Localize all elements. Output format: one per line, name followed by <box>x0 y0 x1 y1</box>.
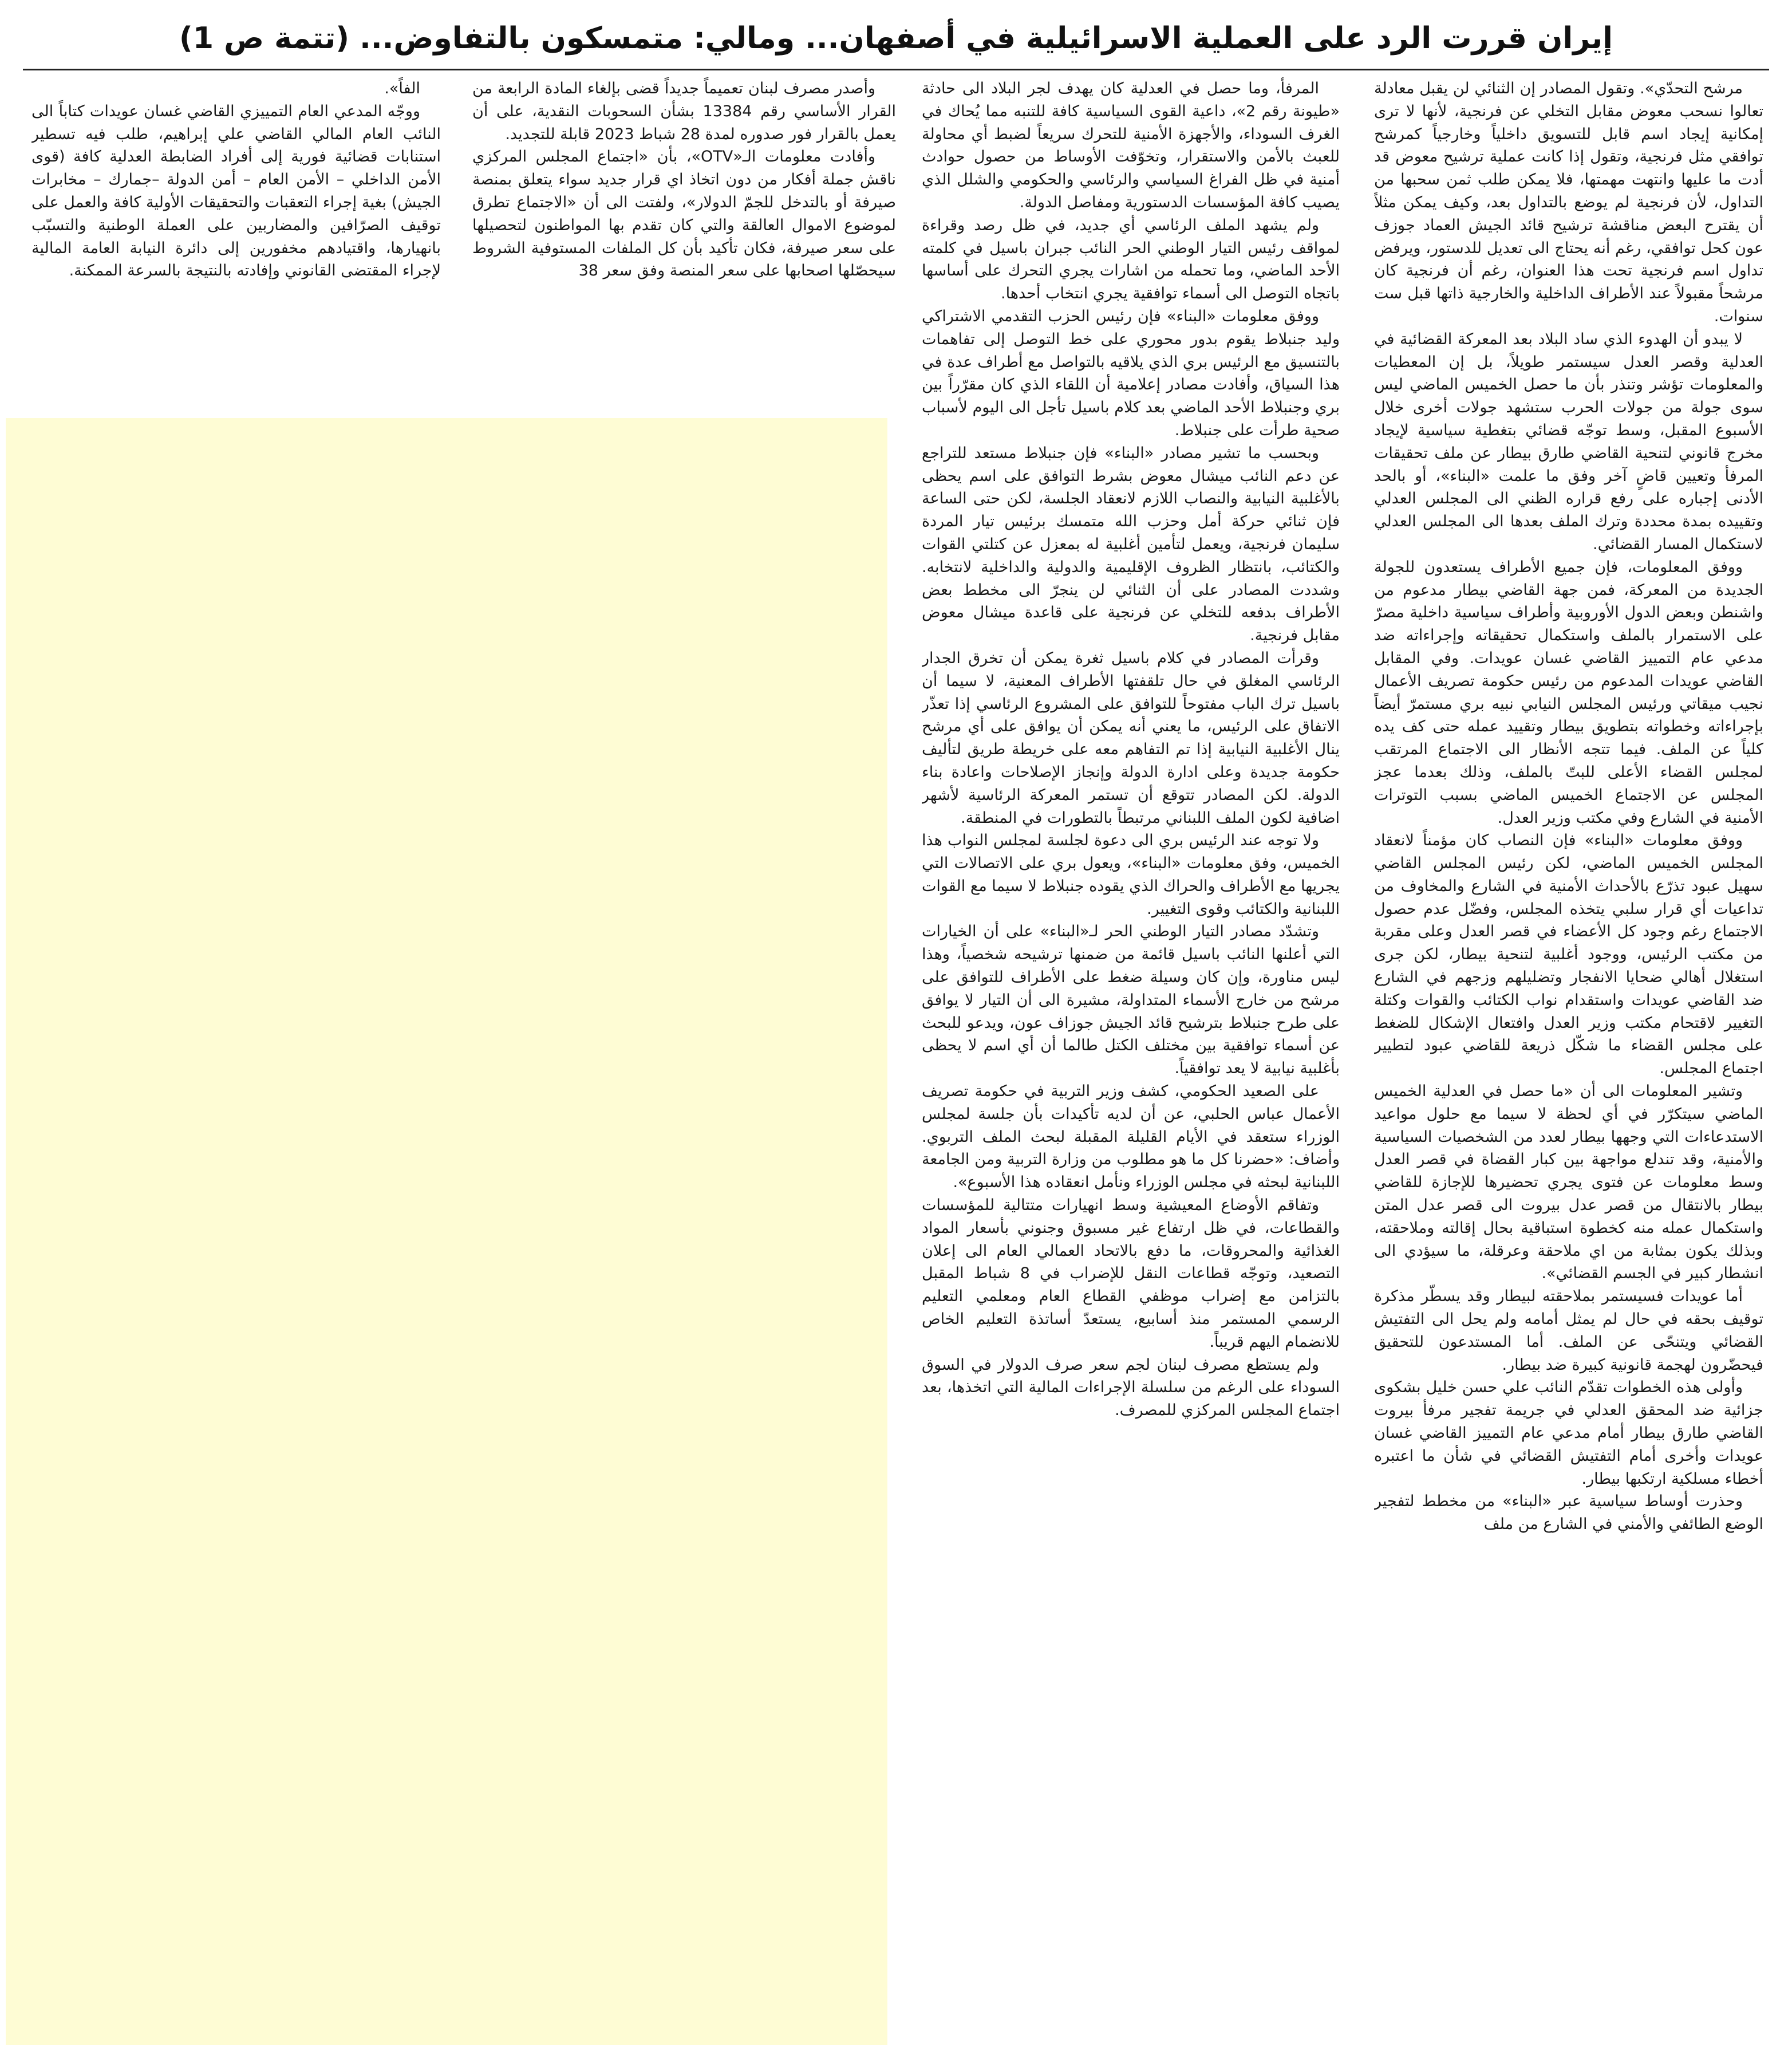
article-paragraph: وحذرت أوساط سياسية عبر «البناء» من مخطط لتفجير الوضع الطائفي والأمني في الشارع من ملف <box>1374 1492 1763 1534</box>
article-paragraph: ووجّه المدعي العام التمييزي القاضي غسان عويدات كتاباً الى النائب العام المالي القاضي علي إبراهيم، طلب فيه تسطير استنابات قضائية فورية إلى أفراد الضابطة العدلية كافة (قوى الأمن الداخلي – الأمن العام – أمن الدولة –جمارك – مخابرات الجيش) بغية إجراء التعقبات والتحقيقات الأولية كافة والعمل على توقيف الصرّافين والمضاربين على العملة الوطنية والتسبّب بانهيارها، واقتيادهم مخفورين إلى دائرة النيابة العامة المالية لإجراء المقتضى القانوني وإفادته بالنتيجة بالسرعة الممكنة. <box>31 102 441 280</box>
blank-ad-space <box>6 418 887 2045</box>
headline-rule <box>23 69 1769 70</box>
article-paragraph: ووفق معلومات «البناء» فإن النصاب كان مؤمناً لانعقاد المجلس الخميس الماضي، لكن رئيس المجلس القاضي سهيل عبود تذرّع بالأحداث الأمنية في الشارع والمخاوف من تداعيات أي قرار سلبي يتخذه المجلس، وفضّل عدم حصول الاجتماع رغم وجود كل الأعضاء في قصر العدل وعلى مقربة من مكتب الرئيس، ووجود أغلبية لتنحية بيطار، لكن جرى استغلال أهالي ضحايا الانفجار وتضليلهم وزجهم في الشارع ضد القاضي عويدات واستقدام نواب الكتائب والقوات وكتلة التغيير لاقتحام مكتب وزير العدل وافتعال الإشكال للضغط على مجلس القضاء ما شكّل ذريعة للقاضي عبود لتطيير اجتماع المجلس. <box>1374 832 1763 1078</box>
article-column-2 <box>922 77 1340 2030</box>
headline: إيران قررت الرد على العملية الاسرائيلية في أصفهان... ومالي: متمسكون بالتفاوض... (تتمة ص 1) <box>179 21 1613 56</box>
article-paragraph: ولم يستطع مصرف لبنان لجم سعر صرف الدولار في السوق السوداء على الرغم من سلسلة الإجراءات المالية التي اتخذها، بعد اجتماع المجلس المركزي للمصرف. <box>922 1356 1340 1420</box>
article-paragraph: وأولى هذه الخطوات تقدّم النائب علي حسن خليل بشكوى جزائية ضد المحقق العدلي في جريمة تفجير مرفأ بيروت القاضي طارق بيطار أمام مدعي عام التمييز القاضي غسان عويدات وأخرى أمام التفتيش القضائي في شأن ما اعتبره أخطاء مسلكية ارتكبها بيطار. <box>1374 1378 1763 1488</box>
article-paragraph: وأصدر مصرف لبنان تعميماً جديداً قضى بإلغاء المادة الرابعة من القرار الأساسي رقم 13384 بشأن السحوبات النقدية، على أن يعمل بالقرار فور صدوره لمدة 28 شباط 2023 قابلة للتجديد. <box>472 80 896 143</box>
article-paragraph: لا يبدو أن الهدوء الذي ساد البلاد بعد المعركة القضائية في العدلية وقصر العدل سيستمر طويلاً، بل إن المعطيات والمعلومات تؤشر وتنذر بأن ما حصل الخميس الماضي ليس سوى جولة من جولات الحرب ستشهد جولات أخرى خلال الأسبوع المقبل، وسط توجّه قضائي بتغطية سياسية لإيجاد مخرج قانوني لتنحية القاضي طارق بيطار عن ملف تحقيقات المرفأ وتعيين قاضٍ آخر وفق ما علمت «البناء»، أو بالحد الأدنى إجباره على رفع قراره الظني الى المجلس العدلي وتقييده بمدة محددة وترك الملف بعدها الى المجلس العدلي لاستكمال المسار القضائي. <box>1374 330 1763 553</box>
article-paragraph: وقرأت المصادر في كلام باسيل ثغرة يمكن أن تخرق الجدار الرئاسي المغلق في حال تلقفتها الأطراف المعنية، لا سيما أن باسيل ترك الباب مفتوحاً للتوافق على المشروع الرئاسي إذا تعذّر الاتفاق على الرئيس، ما يعني أنه يمكن أن يوافق على أي مرشح ينال الأغلبية النيابية إذا تم التفاهم معه على خريطة طريق لتأليف حكومة جديدة وعلى ادارة الدولة وإنجاز الإصلاحات واعادة بناء الدولة. لكن المصادر تتوقع أن تستمر المعركة الرئاسية لأشهر اضافية لكون الملف اللبناني مرتبطاً بالتطورات في المنطقة. <box>922 649 1340 827</box>
article-paragraph: وتشير المعلومات الى أن «ما حصل في العدلية الخميس الماضي سيتكرّر في أي لحظة لا سيما مع حلول مواعيد الاستدعاءات التي وجهها بيطار لعدد من الشخصيات السياسية والأمنية، وقد تندلع مواجهة بين كبار القضاة في قصر العدل وسط معلومات عن فتوى يجري تحضيرها للإجازة للقاضي بيطار بالانتقال من قصر عدل بيروت الى قصر عدل المتن واستكمال عمله منه كخطوة استباقية بحال إقالته وملاحقته، وبذلك يكون بمثابة من اي ملاحقة وعرقلة، ما سيؤدي الى انشطار كبير في الجسم القضائي». <box>1374 1082 1763 1283</box>
article-paragraph: أما عويدات فسيستمر بملاحقته لبيطار وقد يسطّر مذكرة توقيف بحقه في حال لم يمثل أمامه ولم يحل الى التفتيش القضائي ويتنحّى عن الملف. أما المستدعون للتحقيق فيحضّرون لهجمة قانونية كبيرة ضد بيطار. <box>1374 1287 1763 1374</box>
article-paragraph: وبحسب ما تشير مصادر «البناء» فإن جنبلاط مستعد للتراجع عن دعم النائب ميشال معوض بشرط التوافق على اسم يحظى بالأغلبية النيابية والنصاب اللازم لانعقاد الجلسة، لكن حتى الساعة فإن ثنائي حركة أمل وحزب الله متمسك برئيس تيار المردة سليمان فرنجية، ويعمل لتأمين أغلبية له بمعزل عن كتلتي القوات والكتائب، بانتظار الظروف الإقليمية والدولية والداخلية لانتخابه. وشددت المصادر على أن الثنائي لن ينجرّ الى مخطط بعض الأطراف بدفعه للتخلي عن فرنجية على قاعدة ميشال معوض مقابل فرنجية. <box>922 444 1340 645</box>
article-paragraph: وتفاقم الأوضاع المعيشية وسط انهيارات متتالية للمؤسسات والقطاعات، في ظل ارتفاع غير مسبوق وجنوني بأسعار المواد الغذائية والمحروقات، ما دفع بالاتحاد العمالي العام الى إعلان التصعيد، وتوجّه قطاعات النقل للإضراب في 8 شباط المقبل بالتزامن مع إضراب موظفي القطاع العام ومعلمي التعليم الرسمي المستمر منذ أسابيع، يستعدّ أساتذة التعليم الخاص للانضمام اليهم قريباً. <box>922 1196 1340 1351</box>
article-column-1 <box>1374 77 1763 2030</box>
article-paragraph: ووفق المعلومات، فإن جميع الأطراف يستعدون للجولة الجديدة من المعركة، فمن جهة القاضي بيطار مدعوم من واشنطن وبعض الدول الأوروبية وأطراف سياسية داخلية مصرّ على الاستمرار بالملف واستكمال تحقيقاته وإجراءاته ضد مدعي عام التمييز القاضي غسان عويدات. وفي المقابل القاضي عويدات المدعوم من رئيس حكومة تصريف الأعمال نجيب ميقاتي ورئيس المجلس النيابي نبيه بري مستمرّ أيضاً بإجراءاته وخطواته بتطويق بيطار وتقييد عمله حتى كف يده كلياً عن الملف. فيما تتجه الأنظار الى الاجتماع المرتقب لمجلس القضاء الأعلى للبتّ بالملف، وذلك بعدما عجز المجلس عن الاجتماع الخميس الماضي بسبب التوترات الأمنية في الشارع وفي مكتب وزير العدل. <box>1374 558 1763 827</box>
article-paragraph: ولا توجه عند الرئيس بري الى دعوة لجلسة لمجلس النواب هذا الخميس، وفق معلومات «البناء»، ويعول بري على الاتصالات التي يجريها مع الأطراف والحراك الذي يقوده جنبلاط لا سيما مع القوات اللبنانية والكتائب وقوى التغيير. <box>922 832 1340 918</box>
article-paragraph: ووفق معلومات «البناء» فإن رئيس الحزب التقدمي الاشتراكي وليد جنبلاط يقوم بدور محوري على خط التوصل إلى تفاهمات بالتنسيق مع الرئيس بري الذي يلاقيه بالتواصل مع أطراف عدة في هذا السياق، وأفادت مصادر إعلامية أن اللقاء الذي كان مقرّراً بين بري وجنبلاط الأحد الماضي بعد كلام باسيل تأجل الى اليوم لأسباب صحية طرأت على جنبلاط. <box>922 307 1340 439</box>
article-paragraph: مرشح التحدّي». وتقول المصادر إن الثنائي لن يقبل معادلة تعالوا نسحب معوض مقابل التخلي عن فرنجية، لأنها لا ترى إمكانية إيجاد اسم قابل للتسويق داخلياً وخارجياً كمرشح توافقي مثل فرنجية، وتقول إذا كانت عملية ترشيح معوض قد أدت ما عليها وانتهت مهمتها، فلا يمكن طلب ثمن سحبها من التداول، لأن فرنجية لم يوضع بالتداول بعد، وكيف يمكن مثلاً أن يقترح البعض مناقشة ترشيح قائد الجيش العماد جوزف عون كحل توافقي، رغم أنه يحتاج الى تعديل للدستور، ويرفض تداول اسم فرنجية تحت هذا العنوان، رغم أن فرنجية كان مرشحاً مقبولاً عند الأطراف الداخلية والخارجية ذاتها قبل ست سنوات. <box>1374 80 1763 325</box>
article-column-3 <box>472 77 896 415</box>
article-paragraph: على الصعيد الحكومي، كشف وزير التربية في حكومة تصريف الأعمال عباس الحلبي، عن أن لديه تأكيدات بأن جلسة لمجلس الوزراء ستعقد في الأيام القليلة المقبلة لبحث الملف التربوي. وأضاف: «حضرنا كل ما هو مطلوب من وزارة التربية ومن الجامعة اللبنانية لبحثه في مجلس الوزراء ونأمل انعقاده هذا الأسبوع». <box>922 1082 1340 1192</box>
article-paragraph: المرفأ، وما حصل في العدلية كان يهدف لجر البلاد الى حادثة «طيونة رقم 2»، داعية القوى السياسية كافة للتنبه مما يُحاك في الغرف السوداء، والأجهزة الأمنية للتحرك سريعاً لضبط أي محاولة للعبث بالأمن والاستقرار، وتخوّفت الأوساط من حصول حوادث أمنية في ظل الفراغ السياسي والرئاسي والحكومي والشلل الذي يصيب كافة المؤسسات الدستورية ومفاصل الدولة. <box>922 80 1340 211</box>
article-paragraph: وأفادت معلومات الـ«OTV»، بأن «اجتماع المجلس المركزي ناقش جملة أفكار من دون اتخاذ اي قرار جديد سواء يتعلق بمنصة صيرفة أو بالتدخل للجمّ الدولار»، ولفتت الى أن «الاجتماع تطرق لموضوع الاموال العالقة والتي كان تقدم بها المواطنون لتحصيلها على سعر صيرفة، فكان تأكيد بأن كل الملفات المستوفية الشروط سيحصّلها اصحابها على سعر المنصة وفق سعر 38 <box>472 148 896 280</box>
article-paragraph: ولم يشهد الملف الرئاسي أي جديد، في ظل رصد وقراءة لمواقف رئيس التيار الوطني الحر النائب جبران باسيل في كلمته الأحد الماضي، وما تحمله من اشارات يجري التحرك على أساسها باتجاه التوصل الى أسماء توافقية يجري انتخاب أحدها. <box>922 216 1340 303</box>
article-paragraph: وتشدّد مصادر التيار الوطني الحر لـ«البناء» على أن الخيارات التي أعلنها النائب باسيل قائمة من ضمنها ترشيحه شخصياً، وهذا ليس مناورة، وإن كان وسيلة ضغط على الأطراف للتوافق على مرشح من خارج الأسماء المتداولة، مشيرة الى أن التيار لا يوافق على طرح جنبلاط بترشيح قائد الجيش جوزاف عون، ويدعو للبحث عن أسماء توافقية بين مختلف الكتل طالما أن أي اسم لا يحظى بأغلبية نيابية لا يعد توافقياً. <box>922 923 1340 1078</box>
article-paragraph: الفاً». <box>384 80 420 97</box>
article-column-4 <box>31 77 441 409</box>
